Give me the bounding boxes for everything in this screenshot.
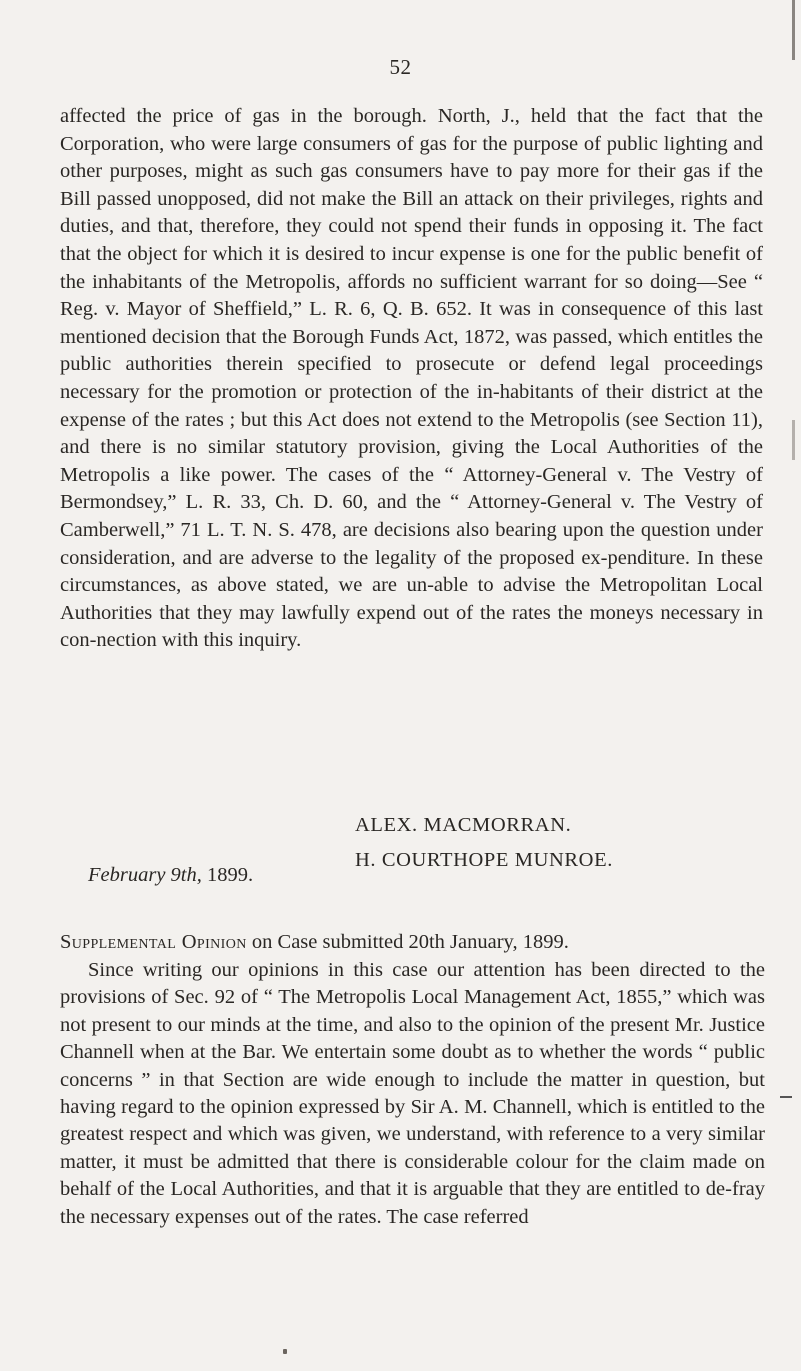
signatory-name: ALEX. MACMORRAN.	[355, 814, 572, 836]
date-year: 1899.	[201, 864, 254, 886]
signature-block	[355, 808, 613, 878]
margin-mark	[780, 1096, 792, 1098]
supplemental-body	[60, 957, 765, 1231]
supplemental-title: Supplemental Opinion	[60, 931, 247, 953]
supplemental-paragraph: Since writing our opinions in this case our attention has been directed to the provisions of Sec. 92 of “ The Metropolis Local Management Act, 1855,” which was not present to our minds at the time, and also to the opinion of the present Mr. Justice Channell when at the Bar. We entertain some doubt as to whether the words “ public concerns ” in that Section are wide enough to include the matter in question, but having regard to the opinion expressed by Sir A. M. Channell, which is entitled to the greatest respect and which was given, we understand, with reference to a very similar matter, it must be admitted that there is considerable colour for the claim made on behalf of the Local Authorities, and that it is arguable that they are entitled to de-fray the necessary expenses out of the rates. The case referred	[60, 959, 765, 1228]
signatory-name: H. COURTHOPE MUNROE.	[355, 849, 613, 871]
opinion-date	[88, 864, 253, 887]
supplemental-subtitle: on Case submitted 20th January, 1899.	[246, 931, 569, 953]
date-day: February 9th,	[88, 864, 202, 886]
opinion-paragraph: affected the price of gas in the borough. North, J., held that the fact that the Corporation, who were large consumers of gas for the purpose of public lighting and other purposes, might as such gas consumers have to pay more for their gas if the Bill passed unopposed, did not make the Bill an attack on their privileges, rights and duties, and that, therefore, they could not spend their funds in opposing it. The fact that the object for which it is desired to incur expense is one for the public benefit of the inhabitants of the Metropolis, affords no sufficient warrant for so doing—See “ Reg. v. Mayor of Sheffield,” L. R. 6, Q. B. 652. It was in consequence of this last mentioned decision that the Borough Funds Act, 1872, was passed, which entitles the public authorities therein specified to prosecute or defend legal proceedings necessary for the promotion or protection of the in-habitants of their district at the expense of the rates ; but this Act does not extend to the Metropolis (see Section 11), and there is no similar statutory provision, giving the Local Authorities of the Metropolis a like power. The cases of the “ Attorney-General v. The Vestry of Bermondsey,” L. R. 33, Ch. D. 60, and the “ Attorney-General v. The Vestry of Camberwell,” 71 L. T. N. S. 478, are decisions also bearing upon the question under consideration, and are adverse to the legality of the proposed ex-penditure. In these circumstances, as above stated, we are un-able to advise the Metropolitan Local Authorities that they may lawfully expend out of the rates the moneys necessary in con-nection with this inquiry.	[60, 105, 763, 652]
page-edge-shadow	[792, 420, 795, 460]
supplemental-heading	[60, 928, 765, 956]
page-number: 52	[389, 55, 412, 79]
page-edge-shadow	[792, 0, 795, 60]
opinion-body	[60, 103, 763, 655]
ink-speck	[283, 1349, 287, 1354]
